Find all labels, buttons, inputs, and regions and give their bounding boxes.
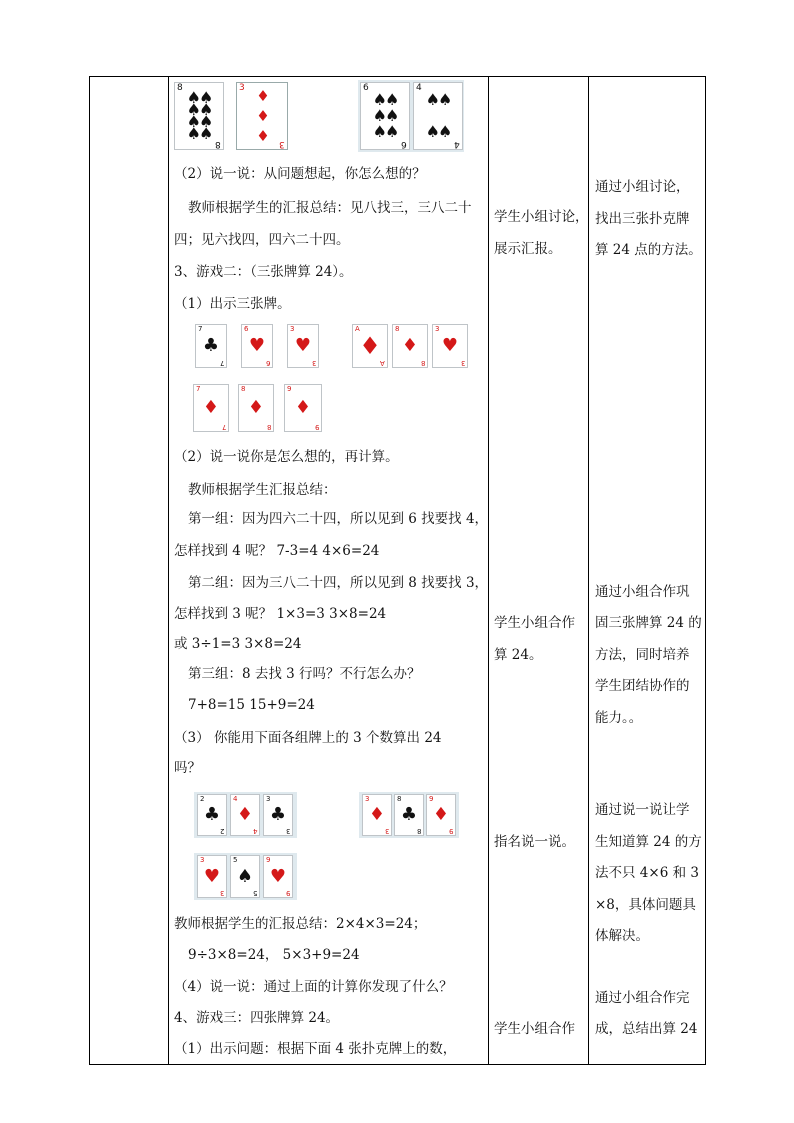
design-purpose: 通过小组讨论， — [595, 179, 690, 195]
content-line: （4）说一说：通过上面的计算你发现了什么？ — [174, 979, 453, 995]
playing-card: 3 ♦ ♦ ♦ 3 — [236, 82, 288, 150]
content-line: 吗？ — [174, 760, 201, 776]
student-activity: 学生小组合作 — [494, 615, 575, 631]
playing-card: 3 ♥ 3 — [432, 324, 468, 368]
playing-card: 3 ♦ 3 — [362, 794, 392, 836]
playing-card: 8 ♣ 8 — [394, 794, 424, 836]
playing-card: 9 ♦ 9 — [426, 794, 456, 836]
playing-card: A ♦ A — [352, 324, 388, 368]
playing-card: 6 ♠♠ ♠♠ ♠♠ 6 — [360, 82, 410, 150]
design-purpose: 法不只 4×6 和 3 — [595, 865, 699, 881]
design-purpose: 生知道算 24 的方 — [595, 834, 702, 850]
design-purpose: 通过说一说让学 — [595, 802, 690, 818]
playing-card: 7 ♣ 7 — [195, 324, 227, 368]
student-activity: 算 24。 — [494, 647, 543, 663]
playing-card: 3 ♥ 3 — [287, 324, 319, 368]
content-line: （2）说一说：从问题想起，你怎么想的？ — [174, 166, 426, 182]
playing-card: 2 ♣ 2 — [197, 794, 227, 836]
content-line: （2）说一说你是怎么想的，再计算。 — [174, 449, 399, 465]
playing-card: 8 ♦ 8 — [238, 384, 274, 432]
playing-card: 8 ♠♠ ♠♠ ♠♠ ♠♠ 8 — [174, 82, 224, 150]
design-purpose: 算 24 点的方法。 — [595, 242, 702, 258]
design-purpose: 通过小组合作巩 — [595, 584, 690, 600]
content-line: 教师根据学生的汇报总结：2×4×3=24； — [174, 916, 427, 932]
design-purpose: ×8，具体问题具 — [595, 897, 696, 913]
content-line: 7+8=15 15+9=24 — [188, 697, 315, 713]
design-purpose: 通过小组合作完 — [595, 990, 690, 1006]
student-activity: 学生小组讨论， — [494, 209, 589, 225]
playing-card: 3 ♥ 3 — [197, 855, 227, 898]
content-line: 四；见六找四，四六二十四。 — [174, 232, 350, 248]
design-purpose: 找出三张扑克牌 — [595, 211, 690, 227]
design-purpose: 方法，同时培养 — [595, 647, 690, 663]
design-purpose: 学生团结协作的 — [595, 678, 690, 694]
playing-card: 4 ♦ 4 — [230, 794, 260, 836]
playing-card: 9 ♦ 9 — [284, 384, 322, 432]
content-line: 4、游戏三：四张牌算 24。 — [174, 1010, 340, 1026]
content-line: （1）出示三张牌。 — [174, 296, 291, 312]
column-divider — [168, 77, 169, 1064]
playing-card: 3 ♣ 3 — [263, 794, 293, 836]
content-line: 怎样找到 3 呢？ 1×3=3 3×8=24 — [174, 606, 387, 622]
design-purpose: 体解决。 — [595, 928, 649, 944]
playing-card: 5 ♠ 5 — [230, 855, 260, 898]
content-line: 怎样找到 4 呢？ 7-3=4 4×6=24 — [174, 543, 380, 559]
student-activity: 展示汇报。 — [494, 241, 562, 257]
content-line: （3） 你能用下面各组牌上的 3 个数算出 24 — [174, 730, 442, 746]
content-line: 第一组：因为四六二十四，所以见到 6 找要找 4， — [188, 511, 489, 527]
content-line: 第二组：因为三八二十四，所以见到 8 找要找 3， — [188, 575, 489, 591]
content-line: 教师根据学生的汇报总结：见八找三，三八二十 — [188, 200, 472, 216]
playing-card: 9 ♥ 9 — [263, 855, 293, 898]
content-line: 或 3÷1=3 3×8=24 — [174, 636, 302, 652]
design-purpose: 固三张牌算 24 的 — [595, 615, 702, 631]
design-purpose: 能力。。 — [595, 710, 643, 726]
content-line: 教师根据学生汇报总结： — [188, 482, 337, 498]
content-line: （1）出示问题：根据下面 4 张扑克牌上的数， — [174, 1041, 457, 1057]
content-line: 3、游戏二：（三张牌算 24）。 — [174, 264, 353, 280]
playing-card: 8 ♦ 8 — [392, 324, 428, 368]
student-activity: 指名说一说。 — [494, 834, 575, 850]
playing-card: 4 ♠♠ ♠♠ 4 — [413, 82, 463, 150]
playing-card: 7 ♦ 7 — [193, 384, 229, 432]
student-activity: 学生小组合作 — [494, 1021, 575, 1037]
content-line: 9÷3×8=24， 5×3+9=24 — [188, 947, 360, 963]
playing-card: 6 ♥ 6 — [241, 324, 273, 368]
column-divider — [488, 77, 489, 1064]
content-line: 第三组：8 去找 3 行吗？不行怎么办？ — [188, 666, 421, 682]
design-purpose: 成，总结出算 24 — [595, 1021, 698, 1037]
